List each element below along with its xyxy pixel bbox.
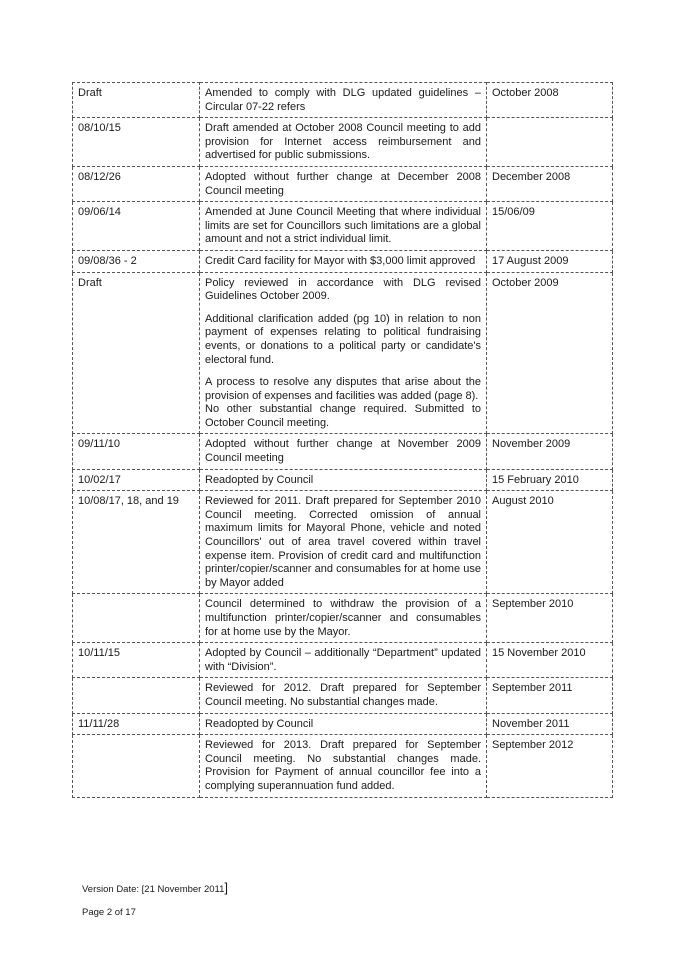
date-cell: October 2009 [487,272,613,434]
table-row [73,469,613,491]
minute-reference-cell: 11/11/28 [73,713,200,735]
description-paragraph: Additional clarification added (pg 10) in relation to non payment of expenses relating to political fundraising events, or donations to a political party or candidate's electoral fund. [205,312,481,366]
table-row [73,202,613,251]
date-cell: September 2011 [487,678,613,713]
description-paragraph: A process to resolve any disputes that arise about the provision of expenses and facilities was added (page 8). [205,376,481,402]
table-row [73,83,613,118]
table-row [73,594,613,643]
table-row [73,491,613,594]
description-paragraph: Readopted by Council [205,717,314,730]
description-paragraph: Council determined to withdraw the provision of a multifunction printer/copier/scanner and consumables for at home use by the Mayor. [205,598,481,638]
description-paragraph: Adopted without further change at December 2008 Council meeting [205,170,481,197]
description-cell [200,735,487,797]
description-cell [200,118,487,167]
table-row [73,118,613,167]
minute-reference-cell: Draft [73,272,200,434]
date-cell: November 2011 [487,713,613,735]
minute-reference-cell [73,678,200,713]
description-cell [200,272,487,434]
description-cell [200,678,487,713]
minute-reference-cell: 10/08/17, 18, and 19 [73,491,200,594]
date-cell: September 2012 [487,735,613,797]
date-cell: October 2008 [487,83,613,118]
table-row [73,735,613,797]
date-cell: December 2008 [487,166,613,201]
description-paragraph: Credit Card facility for Mayor with $3,000 limit approved [205,254,476,267]
version-date-text: Version Date: [21 November 2011 [82,884,225,895]
date-cell: 15 February 2010 [487,469,613,491]
version-date [82,880,228,895]
minute-reference-cell [73,735,200,797]
description-paragraph: No other substantial change required. Submitted to October Council meeting. [205,403,481,429]
minute-reference-cell: 09/08/36 - 2 [73,250,200,272]
date-cell: 17 August 2009 [487,250,613,272]
description-paragraph: Reviewed for 2013. Draft prepared for September Council meeting. No substantial changes made. Provision for Payment of annual councillor fee into a complying superannuation fund added. [205,739,481,792]
version-history-table [72,82,613,798]
date-cell: November 2009 [487,434,613,469]
version-history-body [73,83,613,798]
date-cell: August 2010 [487,491,613,594]
description-paragraph: Policy reviewed in accordance with DLG revised Guidelines October 2009. [205,276,481,303]
description-cell [200,594,487,643]
description-cell [200,434,487,469]
minute-reference-cell: Draft [73,83,200,118]
minute-reference-cell [73,594,200,643]
description-cell [200,83,487,118]
description-cell [200,713,487,735]
page-number: Page 2 of 17 [82,907,136,918]
date-cell: September 2010 [487,594,613,643]
description-paragraph: Reviewed for 2012. Draft prepared for September Council meeting. No substantial changes made. [205,682,481,708]
minute-reference-cell: 10/02/17 [73,469,200,491]
description-cell [200,166,487,201]
table-row [73,250,613,272]
description-cell [200,202,487,251]
description-cell [200,469,487,491]
table-row [73,643,613,678]
minute-reference-cell: 10/11/15 [73,643,200,678]
date-cell [487,118,613,167]
table-row [73,713,613,735]
version-date-bracket: ] [224,880,229,895]
description-cell [200,491,487,594]
description-paragraph: Readopted by Council [205,473,314,486]
minute-reference-cell: 08/12/26 [73,166,200,201]
description-paragraph: Adopted by Council – additionally “Department” updated with “Division”. [205,647,481,673]
description-cell [200,250,487,272]
description-paragraph: Draft amended at October 2008 Council meeting to add provision for Internet access reimbursement and advertised for public submissions. [205,122,481,162]
description-paragraph: Amended at June Council Meeting that where individual limits are set for Councillors such limitations are a global amount and not a strict individual limit. [205,206,481,246]
description-paragraph: Adopted without further change at November 2009 Council meeting [205,438,481,465]
description-paragraph: Amended to comply with DLG updated guidelines – Circular 07-22 refers [205,87,481,113]
table-row [73,166,613,201]
minute-reference-cell: 09/11/10 [73,434,200,469]
table-row [73,434,613,469]
table-row [73,272,613,434]
date-cell: 15 November 2010 [487,643,613,678]
minute-reference-cell: 09/06/14 [73,202,200,251]
minute-reference-cell: 08/10/15 [73,118,200,167]
description-cell [200,643,487,678]
table-row [73,678,613,713]
description-paragraph: Reviewed for 2011. Draft prepared for September 2010 Council meeting. Corrected omission of annual maximum limits for Mayoral Phone, vehicle and noted Councillors' out of area travel covered within travel expense item. Provision of credit card and multifunction printer/copier/scanner and consumables for at home use by Mayor added [205,495,481,589]
date-cell: 15/06/09 [487,202,613,251]
